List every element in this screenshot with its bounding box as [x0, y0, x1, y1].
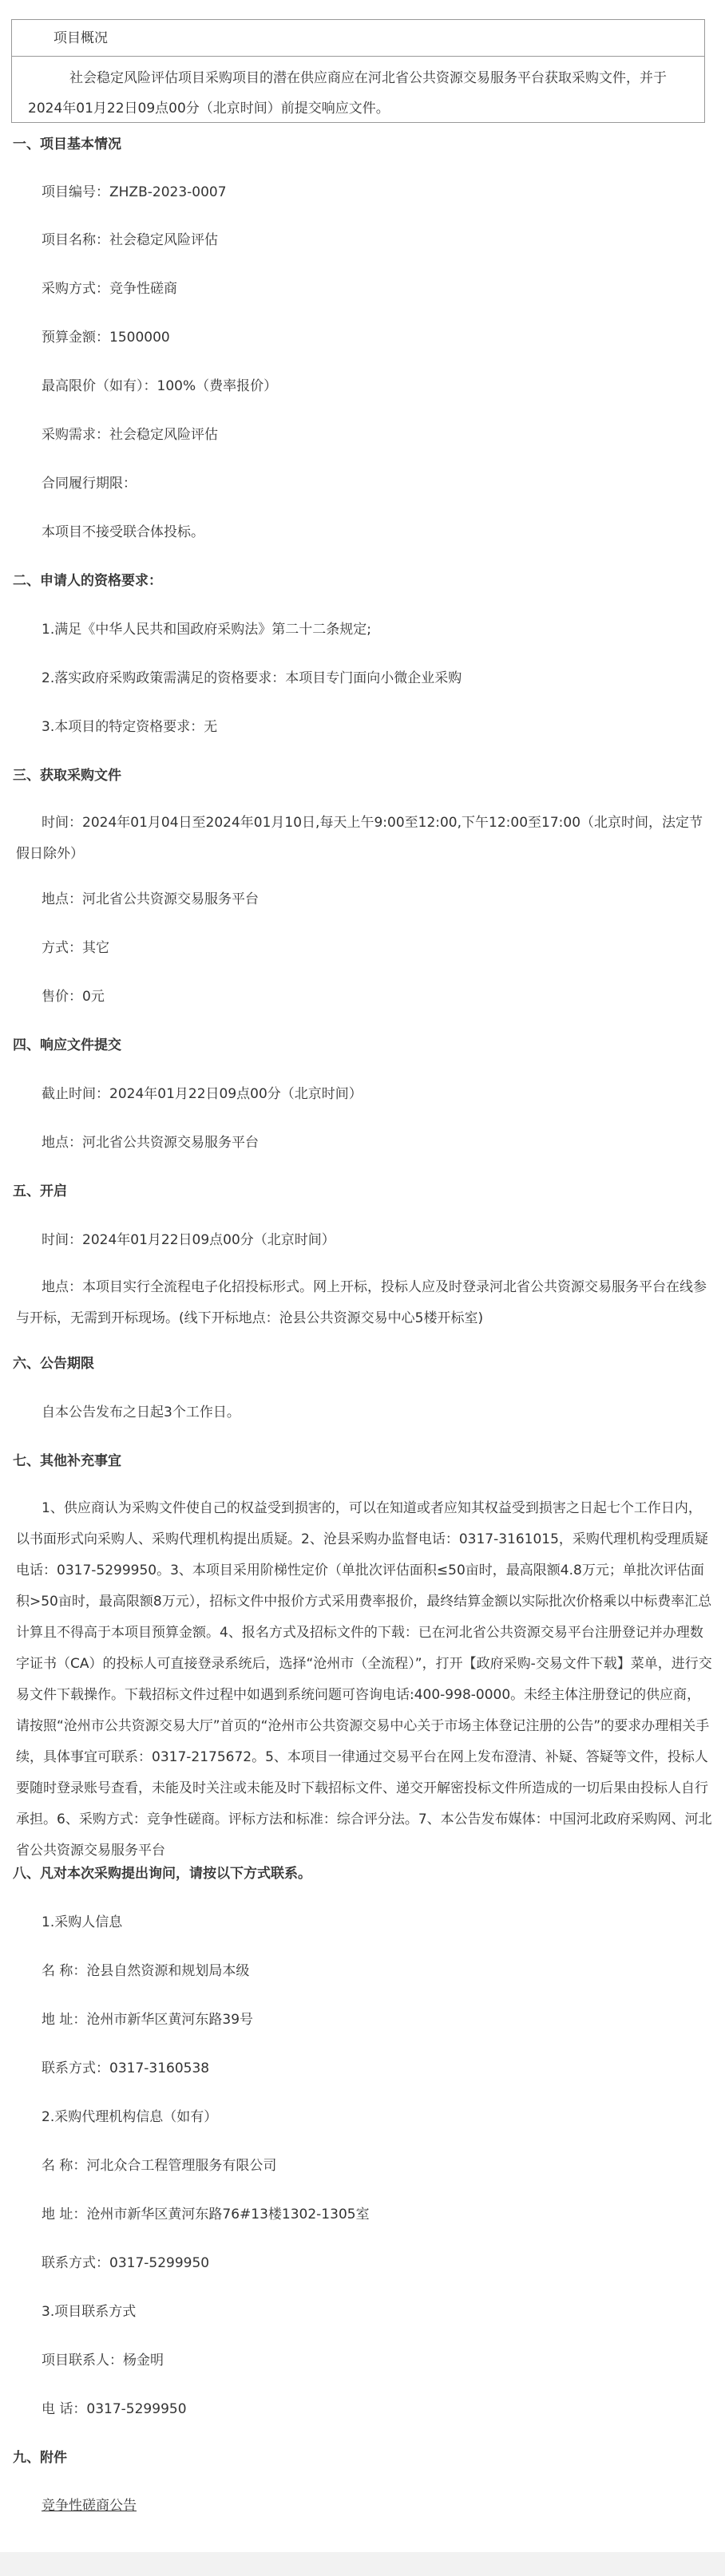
section-heading-notice-period: 六、公告期限: [13, 1356, 94, 1372]
consortium-note: 本项目不接受联合体投标。: [42, 524, 204, 540]
project-contact-person: 项目联系人：杨金明: [42, 2353, 164, 2369]
notice-period-text: 自本公告发布之日起3个工作日。: [42, 1405, 240, 1420]
project-number: 项目编号：ZHZB-2023-0007: [42, 184, 227, 200]
opening-place: 地点：本项目实行全流程电子化招投标形式。网上开标，投标人应及时登录河北省公共资源交易服务平台在线参与开标，无需到开标现场。(线下开标地点：沧县公共资源交易中心5楼开标室): [16, 1279, 707, 1326]
overview-text: 社会稳定风险评估项目采购项目的潜在供应商应在河北省公共资源交易服务平台获取采购文件，并于 2024年01月22日09点00分（北京时间）前提交响应文件。: [28, 70, 667, 117]
agency-address: 地 址：沧州市新华区黄河东路76#13楼1302-1305室: [42, 2207, 370, 2222]
qualification-2: 2.落实政府采购政策需满足的资格要求：本项目专门面向小微企业采购: [42, 670, 462, 686]
section-heading-basic-info: 一、项目基本情况: [13, 136, 121, 152]
budget-amount: 预算金额：1500000: [42, 330, 170, 346]
project-overview-box: [11, 19, 705, 123]
submission-place: 地点：河北省公共资源交易服务平台: [42, 1135, 259, 1151]
section-heading-supplementary: 七、其他补充事宜: [13, 1453, 121, 1469]
project-contact-title: 3.项目联系方式: [42, 2304, 137, 2320]
section-heading-qualifications: 二、申请人的资格要求：: [13, 573, 162, 589]
agency-info-title: 2.采购代理机构信息（如有）: [42, 2109, 218, 2125]
agency-name: 名 称：河北众合工程管理服务有限公司: [42, 2158, 277, 2174]
agency-phone: 联系方式：0317-5299950: [42, 2255, 210, 2271]
opening-time: 时间：2024年01月22日09点00分（北京时间）: [42, 1232, 335, 1248]
get-documents-method: 方式：其它: [42, 940, 109, 956]
attachment-link[interactable]: 竞争性磋商公告: [42, 2498, 137, 2514]
max-price: 最高限价（如有）：100%（费率报价）: [42, 378, 278, 394]
get-documents-place: 地点：河北省公共资源交易服务平台: [42, 891, 259, 907]
project-contact-phone: 电 话：0317-5299950: [42, 2401, 187, 2417]
buyer-info-title: 1.采购人信息: [42, 1914, 123, 1930]
get-documents-time: 时间：2024年01月04日至2024年01月10日,每天上午9:00至12:00,下午12:00至17:00（北京时间，法定节假日除外）: [16, 815, 703, 862]
supplementary-text: 1、供应商认为采购文件使自己的权益受到损害的，可以在知道或者应知其权益受到损害之日起七个工作日内，以书面形式向采购人、采购代理机构提出质疑。2、沧县采购办监督电话：0317-3161015，采购代理机构受理质疑电话：0317-5299950。3、本项目采用阶梯性定价（单批次评估面积≤50亩时，最高限额4.8万元；单批次评估面积>50亩时，最高限额8万元），招标文件中报价方式采用费率报价，最终结算金额以实际批次价格乘以中标费率汇总计算且不得高于本项目预算金额。4、报名方式及招标文件的下载：已在河北省公共资源交易平台注册登记并办理数字证书（CA）的投标人可直接登录系统后，选择“沧州市（全流程）”，打开【政府采购-交易文件下载】菜单，进行交易文件下载操作。下载招标文件过程中如遇到系统问题可咨询电话:400-998-0000。未经主体注册登记的供应商，请按照“沧州市公共资源交易大厅”首页的“沧州市公共资源交易中心关于市场主体登记注册的公告”的要求办理相关手续，具体事宜可联系：0317-2175672。5、本项目一律通过交易平台在网上发布澄清、补疑、答疑等文件，投标人要随时登录账号查看，未能及时关注或未能及时下载招标文件、递交开解密投标文件所造成的一切后果由投标人自行承担。6、采购方式：竞争性磋商。评标方法和标准：综合评分法。7、本公告发布媒体：中国河北政府采购网、河北省公共资源交易服务平台: [16, 1500, 712, 1859]
submission-deadline: 截止时间：2024年01月22日09点00分（北京时间）: [42, 1086, 362, 1102]
section-heading-submission: 四、响应文件提交: [13, 1037, 121, 1053]
buyer-phone: 联系方式：0317-3160538: [42, 2060, 210, 2076]
footer-bar: [0, 2552, 725, 2576]
contract-period: 合同履行期限：: [42, 476, 137, 492]
qualification-3: 3.本项目的特定资格要求：无: [42, 719, 218, 735]
section-heading-opening: 五、开启: [13, 1183, 67, 1199]
section-heading-get-documents: 三、获取采购文件: [13, 768, 121, 784]
section-heading-contact: 八、凡对本次采购提出询问，请按以下方式联系。: [13, 1866, 311, 1882]
procurement-method: 采购方式：竞争性磋商: [42, 281, 177, 297]
overview-title: 项目概况: [12, 20, 704, 57]
procurement-demand: 采购需求：社会稳定风险评估: [42, 427, 218, 443]
buyer-address: 地 址：沧州市新华区黄河东路39号: [42, 2012, 254, 2028]
buyer-name: 名 称：沧县自然资源和规划局本级: [42, 1963, 250, 1979]
document-price: 售价：0元: [42, 989, 105, 1005]
section-heading-attachments: 九、附件: [13, 2450, 67, 2466]
project-name: 项目名称：社会稳定风险评估: [42, 232, 218, 248]
qualification-1: 1.满足《中华人民共和国政府采购法》第二十二条规定;: [42, 622, 371, 638]
